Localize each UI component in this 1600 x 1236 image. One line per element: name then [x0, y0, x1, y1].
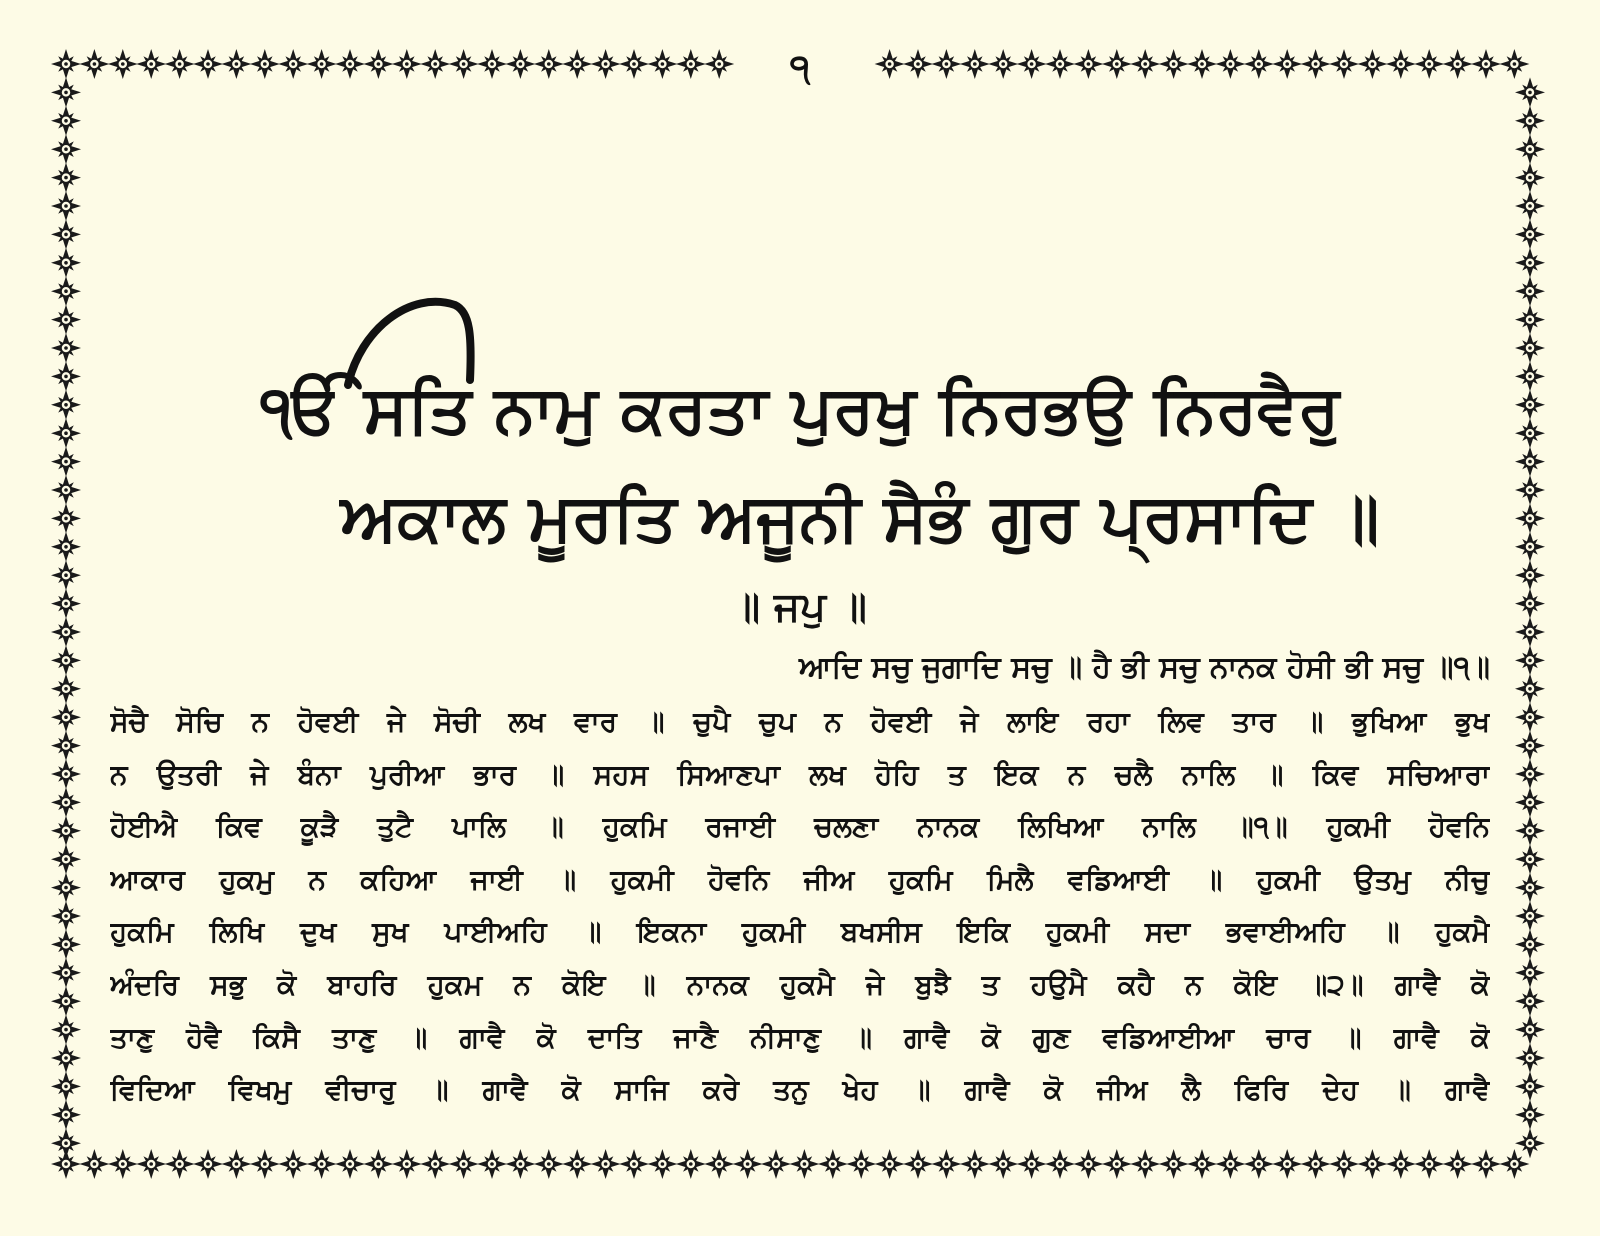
flower-ornament: [51, 532, 81, 562]
flower-ornament: [1471, 1149, 1501, 1179]
flower-ornament: [1515, 929, 1545, 959]
flower-ornament: [1515, 787, 1545, 817]
flower-ornament: [1515, 305, 1545, 335]
flower-ornament: [51, 901, 81, 931]
flower-ornament: [619, 1149, 649, 1179]
flower-ornament: [136, 1149, 166, 1179]
flower-ornament: [51, 958, 81, 988]
flower-ornament: [1515, 77, 1545, 107]
verse-line: ਹੁਕਮਿ ਲਿਖਿ ਦੁਖ ਸੁਖ ਪਾਈਅਹਿ ॥ ਇਕਨਾ ਹੁਕਮੀ ਬਖਸੀਸ ਇਕਿ ਹੁਕਮੀ ਸਦਾ ਭਵਾਈਅਹਿ ॥ ਹੁਕਮੈ: [110, 915, 1490, 949]
flower-ornament: [1215, 49, 1245, 79]
flower-ornament: [1187, 49, 1217, 79]
flower-ornament: [647, 1149, 677, 1179]
flower-ornament: [51, 1015, 81, 1045]
flower-ornament: [903, 49, 933, 79]
flower-ornament: [79, 1149, 109, 1179]
flower-ornament: [193, 1149, 223, 1179]
flower-ornament: [1515, 248, 1545, 278]
flower-ornament: [51, 248, 81, 278]
flower-ornament: [193, 49, 223, 79]
flower-ornament: [1045, 1149, 1075, 1179]
flower-ornament: [1515, 816, 1545, 846]
flower-ornament: [1443, 49, 1473, 79]
flower-ornament: [1045, 49, 1075, 79]
flower-ornament: [420, 49, 450, 79]
verse-line: ਵਿਦਿਆ ਵਿਖਮੁ ਵੀਚਾਰੁ ॥ ਗਾਵੈ ਕੋ ਸਾਜਿ ਕਰੇ ਤਨੁ ਖੇਹ ॥ ਗਾਵੈ ਕੋ ਜੀਅ ਲੈ ਫਿਰਿ ਦੇਹ ॥ ਗਾਵੈ: [110, 1073, 1490, 1107]
flower-ornament: [1272, 1149, 1302, 1179]
flower-ornament: [988, 1149, 1018, 1179]
flower-ornament: [1130, 49, 1160, 79]
flower-ornament: [1159, 49, 1189, 79]
flower-ornament: [307, 1149, 337, 1179]
flower-ornament: [1499, 1149, 1529, 1179]
flower-ornament: [960, 1149, 990, 1179]
verse-line: ਨ ਉਤਰੀ ਜੇ ਬੰਨਾ ਪੁਰੀਆ ਭਾਰ ॥ ਸਹਸ ਸਿਆਣਪਾ ਲਖ ਹੋਹਿ ਤ ਇਕ ਨ ਚਲੈ ਨਾਲਿ ॥ ਕਿਵ ਸਚਿਆਰਾ: [110, 757, 1490, 791]
flower-ornament: [1515, 1071, 1545, 1101]
flower-ornament: [1357, 49, 1387, 79]
flower-ornament: [51, 163, 81, 193]
flower-ornament: [704, 1149, 734, 1179]
flower-ornament: [1515, 731, 1545, 761]
flower-ornament: [51, 418, 81, 448]
flower-ornament: [51, 560, 81, 590]
flower-ornament: [51, 617, 81, 647]
flower-ornament: [420, 1149, 450, 1179]
flower-ornament: [1301, 49, 1331, 79]
flower-ornament: [1499, 49, 1529, 79]
flower-ornament: [1386, 49, 1416, 79]
flower-ornament: [1515, 645, 1545, 675]
flower-ornament: [51, 361, 81, 391]
flower-ornament: [1515, 333, 1545, 363]
flower-ornament: [51, 702, 81, 732]
verse-body: [110, 696, 1490, 1117]
flower-ornament: [562, 1149, 592, 1179]
flower-ornament: [363, 1149, 393, 1179]
flower-ornament: [1244, 49, 1274, 79]
flower-ornament: [392, 49, 422, 79]
flower-ornament: [505, 49, 535, 79]
flower-ornament: [960, 49, 990, 79]
flower-ornament: [903, 1149, 933, 1179]
flower-ornament: [1515, 589, 1545, 619]
flower-ornament: [733, 1149, 763, 1179]
flower-ornament: [335, 49, 365, 79]
flower-ornament: [335, 1149, 365, 1179]
flower-ornament: [1515, 617, 1545, 647]
flower-ornament: [1515, 134, 1545, 164]
flower-ornament: [1017, 1149, 1047, 1179]
flower-ornament: [1414, 1149, 1444, 1179]
flower-ornament: [1515, 1043, 1545, 1073]
flower-ornament: [51, 873, 81, 903]
verse-line: ਤਾਣੁ ਹੋਵੈ ਕਿਸੈ ਤਾਣੁ ॥ ਗਾਵੈ ਕੋ ਦਾਤਿ ਜਾਣੈ ਨੀਸਾਣੁ ॥ ਗਾਵੈ ਕੋ ਗੁਣ ਵਡਿਆਈਆ ਚਾਰ ॥ ਗਾਵੈ ਕੋ: [110, 1020, 1490, 1054]
flower-ornament: [1515, 901, 1545, 931]
mool-mantar-line-2: ਅਕਾਲ ਮੂਰਤਿ ਅਜੂਨੀ ਸੈਭੰ ਗੁਰ ਪ੍ਰਸਾਦਿ ॥: [340, 479, 1380, 556]
flower-ornament: [1515, 873, 1545, 903]
flower-ornament: [51, 1100, 81, 1130]
flower-ornament: [1515, 191, 1545, 221]
flower-ornament: [449, 1149, 479, 1179]
flower-ornament: [51, 134, 81, 164]
flower-ornament: [562, 49, 592, 79]
flower-ornament: [51, 219, 81, 249]
flower-ornament: [1515, 418, 1545, 448]
flower-ornament: [1244, 1149, 1274, 1179]
flower-ornament: [51, 1043, 81, 1073]
flower-ornament: [1515, 1100, 1545, 1130]
flower-ornament: [591, 1149, 621, 1179]
flower-ornament: [51, 816, 81, 846]
flower-ornament: [449, 49, 479, 79]
flower-ornament: [1515, 986, 1545, 1016]
flower-ornament: [1515, 361, 1545, 391]
flower-ornament: [505, 1149, 535, 1179]
flower-ornament: [51, 1071, 81, 1101]
flower-ornament: [51, 503, 81, 533]
flower-ornament: [136, 49, 166, 79]
flower-ornament: [647, 49, 677, 79]
flower-ornament: [818, 1149, 848, 1179]
section-title: ॥ ਜਪੁ ॥: [733, 584, 867, 630]
flower-ornament: [250, 1149, 280, 1179]
flower-ornament: [278, 1149, 308, 1179]
flower-ornament: [79, 49, 109, 79]
flower-ornament: [1017, 49, 1047, 79]
flower-ornament: [477, 49, 507, 79]
flower-ornament: [221, 1149, 251, 1179]
flower-ornament: [51, 1128, 81, 1158]
flower-ornament: [278, 49, 308, 79]
flower-ornament: [392, 1149, 422, 1179]
flower-ornament: [1102, 1149, 1132, 1179]
flower-ornament: [51, 333, 81, 363]
flower-ornament: [51, 674, 81, 704]
flower-ornament: [51, 390, 81, 420]
flower-ornament: [51, 986, 81, 1016]
flower-ornament: [1073, 49, 1103, 79]
flower-ornament: [51, 589, 81, 619]
flower-ornament: [51, 276, 81, 306]
flower-ornament: [789, 1149, 819, 1179]
salok-line: ਆਦਿ ਸਚੁ ਜੁਗਾਦਿ ਸਚੁ ॥ ਹੈ ਭੀ ਸਚੁ ਨਾਨਕ ਹੋਸੀ ਭੀ ਸਚੁ ॥੧॥: [798, 650, 1490, 685]
flower-ornament: [1386, 1149, 1416, 1179]
flower-ornament: [1515, 1015, 1545, 1045]
flower-ornament: [51, 731, 81, 761]
flower-ornament: [1515, 560, 1545, 590]
flower-ornament: [165, 49, 195, 79]
flower-ornament: [1515, 390, 1545, 420]
flower-ornament: [1301, 1149, 1331, 1179]
flower-ornament: [51, 49, 81, 79]
flower-ornament: [1471, 49, 1501, 79]
flower-ornament: [1515, 219, 1545, 249]
flower-ornament: [875, 1149, 905, 1179]
verse-line: ਅੰਦਰਿ ਸਭੁ ਕੋ ਬਾਹਰਿ ਹੁਕਮ ਨ ਕੋਇ ॥ ਨਾਨਕ ਹੁਕਮੈ ਜੇ ਬੁਝੈ ਤ ਹਉਮੈ ਕਹੈ ਨ ਕੋਇ ॥੨॥ ਗਾਵੈ ਕੋ: [110, 967, 1490, 1001]
verse-line: ਆਕਾਰ ਹੁਕਮੁ ਨ ਕਹਿਆ ਜਾਈ ॥ ਹੁਕਮੀ ਹੋਵਨਿ ਜੀਅ ਹੁਕਮਿ ਮਿਲੈ ਵਡਿਆਈ ॥ ਹੁਕਮੀ ਉਤਮੁ ਨੀਚੁ: [110, 862, 1490, 896]
flower-ornament: [1515, 759, 1545, 789]
flower-ornament: [534, 1149, 564, 1179]
flower-ornament: [1329, 49, 1359, 79]
flower-ornament: [477, 1149, 507, 1179]
flower-ornament: [1073, 1149, 1103, 1179]
flower-ornament: [1515, 702, 1545, 732]
flower-ornament: [1515, 958, 1545, 988]
page-number: ੧: [740, 46, 860, 90]
flower-ornament: [1272, 49, 1302, 79]
flower-ornament: [51, 844, 81, 874]
flower-ornament: [165, 1149, 195, 1179]
flower-ornament: [307, 49, 337, 79]
flower-ornament: [221, 49, 251, 79]
flower-ornament: [51, 305, 81, 335]
flower-ornament: [534, 49, 564, 79]
flower-ornament: [1329, 1149, 1359, 1179]
flower-ornament: [51, 759, 81, 789]
flower-ornament: [1187, 1149, 1217, 1179]
flower-ornament: [676, 49, 706, 79]
flower-ornament: [1215, 1149, 1245, 1179]
flower-ornament: [51, 475, 81, 505]
flower-ornament: [1515, 106, 1545, 136]
flower-ornament: [591, 49, 621, 79]
flower-ornament: [931, 49, 961, 79]
flower-ornament: [761, 1149, 791, 1179]
flower-ornament: [1414, 49, 1444, 79]
flower-ornament: [619, 49, 649, 79]
flower-ornament: [108, 49, 138, 79]
flower-ornament: [51, 106, 81, 136]
flower-ornament: [1515, 844, 1545, 874]
flower-ornament: [108, 1149, 138, 1179]
flower-ornament: [931, 1149, 961, 1179]
flower-ornament: [1102, 49, 1132, 79]
flower-ornament: [1515, 276, 1545, 306]
flower-ornament: [1515, 674, 1545, 704]
flower-ornament: [51, 191, 81, 221]
flower-ornament: [1357, 1149, 1387, 1179]
flower-ornament: [875, 49, 905, 79]
flower-ornament: [704, 49, 734, 79]
flower-ornament: [676, 1149, 706, 1179]
verse-line: ਸੋਚੈ ਸੋਚਿ ਨ ਹੋਵਈ ਜੇ ਸੋਚੀ ਲਖ ਵਾਰ ॥ ਚੁਪੈ ਚੁਪ ਨ ਹੋਵਈ ਜੇ ਲਾਇ ਰਹਾ ਲਿਵ ਤਾਰ ॥ ਭੁਖਿਆ ਭੁਖ: [110, 705, 1490, 738]
flower-ornament: [988, 49, 1018, 79]
flower-ornament: [1515, 447, 1545, 477]
flower-ornament: [51, 447, 81, 477]
flower-ornament: [1159, 1149, 1189, 1179]
flower-ornament: [1515, 163, 1545, 193]
flower-ornament: [1515, 1128, 1545, 1158]
mool-mantar-line-1: ੴ ਸਤਿ ਨਾਮੁ ਕਰਤਾ ਪੁਰਖੁ ਨਿਰਭਉ ਨਿਰਵੈਰੁ: [260, 371, 1340, 448]
flower-ornament: [1443, 1149, 1473, 1179]
flower-ornament: [250, 49, 280, 79]
flower-ornament: [1130, 1149, 1160, 1179]
flower-ornament: [51, 787, 81, 817]
verse-line: ਹੋਈਐ ਕਿਵ ਕੂੜੈ ਤੁਟੈ ਪਾਲਿ ॥ ਹੁਕਮਿ ਰਜਾਈ ਚਲਣਾ ਨਾਨਕ ਲਿਖਿਆ ਨਾਲਿ ॥੧॥ ਹੁਕਮੀ ਹੋਵਨਿ: [110, 810, 1490, 844]
flower-ornament: [51, 929, 81, 959]
flower-ornament: [51, 77, 81, 107]
flower-ornament: [846, 1149, 876, 1179]
flower-ornament: [51, 645, 81, 675]
flower-ornament: [363, 49, 393, 79]
